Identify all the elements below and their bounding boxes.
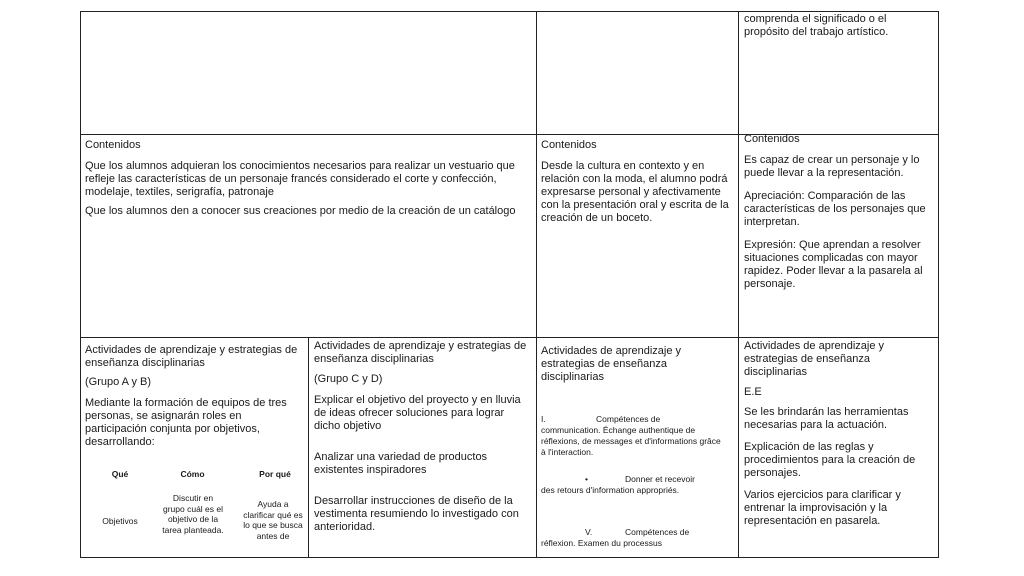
row3-top-border [80,337,939,338]
row3-col1-group: (Grupo A y B) [85,376,152,388]
row2-paragraph-1: Que los alumnos adquieran los conocimientos necesarios para realizar un vestuario que refleje las características de un personaje francés considerado el corte y confección, modelaje, textiles, serigrafía, patronaje [85,160,515,198]
col3-left-border [536,11,537,558]
inner-table-row-label: Objetivos [102,516,138,526]
row3-col1-paragraph: Mediante la formación de equipos de tres personas, se asignarán roles en participación conjunta por objetivos, desarrollando: [85,397,287,448]
row2-heading: Contenidos [85,139,141,151]
row2-col4-cell [744,133,934,297]
inner-table-header-como: Cómo [180,469,205,479]
item1-number: I. [541,414,546,424]
row3-col4-paragraph-2: Explicación de las reglas y procedimientos para la creación de personajes. [744,441,916,479]
row2-col4-paragraph-1: Es capaz de crear un personaje y lo puede llevar a la representación. [744,154,920,179]
bullet-title-line [541,474,727,485]
row3-col4-cell [744,340,934,534]
bullet-body: des retours d'information appropriés. [541,485,680,495]
row3-col3-bullet [541,474,727,496]
inner-table-como-cell: Discutir en grupo cuál es el objetivo de la tarea planteada. [162,493,224,535]
bullet-glyph: • [585,474,588,484]
row3-col1-cell [85,344,303,455]
table-bottom-border [80,557,939,558]
row3-col2-paragraph-3: Desarrollar instrucciones de diseño de la vestimenta resumiendo lo investigado con anterioridad. [314,495,519,533]
row3-col4-paragraph-1: Se les brindarán las herramientas necesarias para la actuación. [744,406,909,431]
item2-title-line [541,527,727,538]
row3-col2-heading: Actividades de aprendizaje y estrategias de enseñanza disciplinarias [314,340,527,365]
inner-table-header-porque: Por qué [259,469,291,479]
row2-col3-cell [541,139,729,231]
inner-table-porque-cell: Ayuda a clarificar qué es lo que se busca antes de [243,499,303,541]
row3-col4-heading: Actividades de aprendizaje y estrategias de enseñanza disciplinarias [744,340,885,378]
item1-title-line [541,414,727,425]
row3-col4-paragraph-3: Varios ejercicios para clarificar y entrenar la improvisación y la representación en pasarela. [744,489,901,527]
row3-col2-paragraph-1: Explicar el objetivo del proyecto y en lluvia de ideas ofrecer soluciones para lograr dicho objetivo [314,394,521,432]
row2-col3-paragraph: Desde la cultura en contexto y en relación con la moda, el alumno podrá expresarse personal y afectivamente con la presentación oral y escrita de la creación de un boceto. [541,160,729,224]
row2-col4-paragraph-2: Apreciación: Comparación de las características de los personajes que interpretan. [744,190,926,228]
row2-col4-heading: Contenidos [744,133,800,145]
row3-col1-heading: Actividades de aprendizaje y estrategias de enseñanza disciplinarias [85,344,298,369]
bullet-title: Donner et recevoir [625,474,695,484]
row3-col2-group: (Grupo C y D) [314,373,383,385]
item1-title: Compétences de [596,414,661,424]
row3-col3-item1 [541,414,727,458]
item2-title: Compétences de [625,527,690,537]
row3-col3-heading: Actividades de aprendizaje y estrategias de enseñanza disciplinarias [541,345,682,383]
col4-left-border [738,11,739,558]
item2-body: réflexion. Examen du processus [541,538,662,548]
row3-col2-cell [314,340,530,540]
table-top-border [80,11,939,12]
table-right-border [938,11,939,558]
inner-table-header-que: Qué [111,469,129,479]
row3-col2-left-border [308,337,309,558]
row2-paragraph-2: Que los alumnos den a conocer sus creaciones por medio de la creación de un catálogo [85,205,516,217]
row3-col2-paragraph-2: Analizar una variedad de productos existentes inspiradores [314,451,488,476]
row1-col4-text: comprenda el significado o el propósito del trabajo artístico. [744,13,889,38]
item1-body: communication. Échange authentique de réflexions, de messages et d'informations grâce à l'interaction. [541,425,721,457]
row2-col4-paragraph-3: Expresión: Que aprendan a resolver situaciones complicadas con mayor rapidez. Poder llevar a la pasarela al personaje. [744,239,923,290]
row1-col4-cell [744,13,932,45]
item2-number: V. [585,527,593,537]
row2-contenidos-cell [85,139,525,224]
table-left-border [80,11,81,558]
row2-col3-heading: Contenidos [541,139,597,151]
row3-col3-cell [541,345,731,390]
row3-col4-label: E.E [744,386,762,398]
row3-col3-item2 [541,527,727,549]
